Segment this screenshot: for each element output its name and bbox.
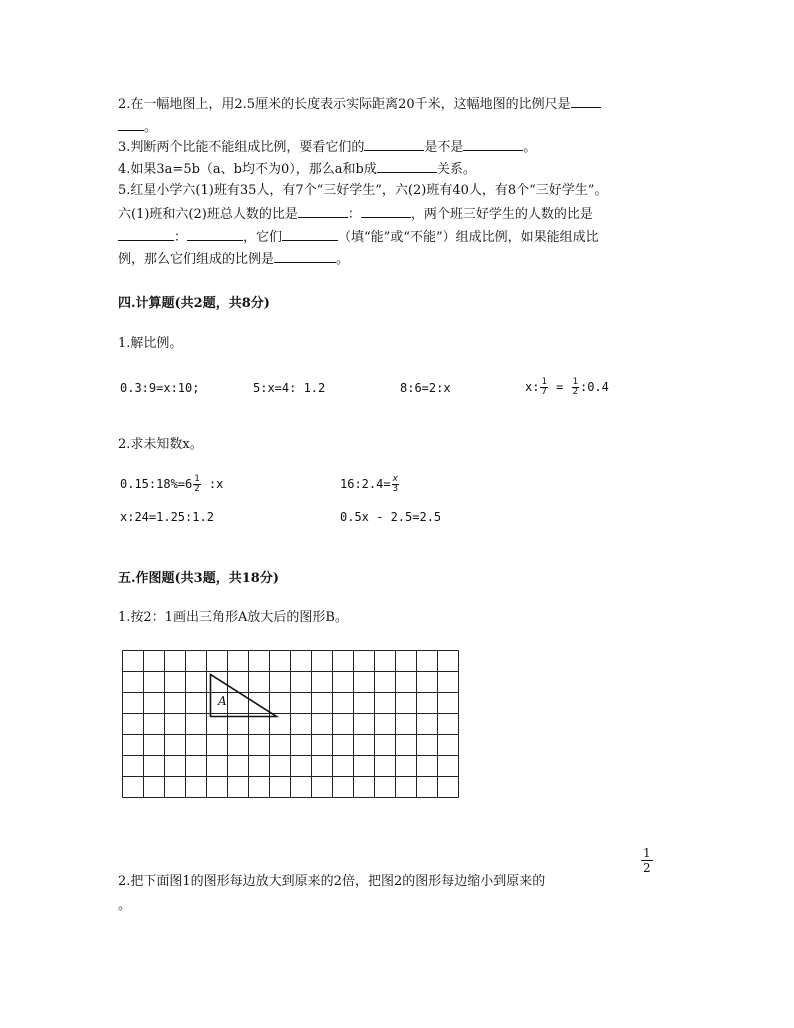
eq-text: 16:2.4= — [340, 477, 391, 491]
q3-item2-cont — [118, 118, 157, 136]
numerator: 1 — [643, 846, 651, 860]
answer-blank[interactable] — [377, 160, 437, 173]
s4-q2-eq3: x:24=1.25:1.2 — [120, 510, 214, 524]
q3-item5-line3-part1: ，它们 — [243, 230, 283, 245]
q3-item3 — [118, 138, 536, 156]
s4-q2-eq4: 0.5x - 2.5=2.5 — [340, 510, 442, 524]
numerator: 1 — [194, 474, 200, 484]
s4-q1-eq4 — [525, 377, 609, 397]
section4-title: 四.计算题(共2题，共8分) — [118, 296, 270, 311]
ratio-colon: ： — [347, 207, 361, 222]
q3-item5-line4 — [118, 250, 349, 268]
eq-text: :x — [201, 477, 224, 491]
denominator: 2 — [643, 861, 651, 875]
eq-text: 0.15:18%=6 — [120, 477, 193, 491]
s4-q2-label: 2.求未知数x。 — [118, 437, 203, 452]
numerator: x — [392, 474, 398, 484]
q3-item4 — [118, 160, 476, 178]
denominator: 7 — [541, 387, 547, 397]
q3-item3-part1: 3.判断两个比能不能组成比例，要看它们的 — [118, 140, 365, 155]
q3-item4-part1: 4.如果3a=5b（a、b均不为0），那么a和b成 — [118, 162, 377, 177]
s4-q1-label: 1.解比例。 — [118, 336, 183, 351]
q3-item5-line1 — [118, 183, 607, 199]
q3-item5-line3 — [118, 228, 599, 246]
s4-q1-eq1: 0.3:9=x:10; — [120, 381, 200, 395]
answer-blank[interactable] — [463, 138, 523, 151]
ratio-colon: ： — [174, 230, 188, 245]
q3-item2-end: 。 — [144, 120, 158, 135]
q3-item5-line1-text: 5.红星小学六(1)班有35人，有7个“三好学生”，六(2)班有40人，有8个“三好学生”。 — [118, 183, 608, 198]
answer-blank[interactable] — [361, 205, 411, 218]
fraction — [193, 475, 200, 494]
q3-item5-line3-part2: （填“能”或“不能”）组成比例，如果能组成比 — [338, 230, 599, 245]
q3-item3-end: 。 — [523, 140, 537, 155]
q3-item5-line2 — [118, 205, 593, 223]
denominator: 2 — [194, 484, 200, 494]
s5-q2-text: 2.把下面图1的图形每边放大到原来的2倍，把图2的图形每边缩小到原来的 — [118, 874, 546, 889]
denominator: 3 — [392, 484, 398, 494]
q3-item2 — [118, 95, 601, 113]
fraction — [392, 475, 399, 494]
s4-q1-eq2: 5:x=4: 1.2 — [253, 381, 326, 395]
answer-blank[interactable] — [364, 138, 424, 151]
answer-blank[interactable] — [118, 118, 144, 131]
answer-blank[interactable] — [571, 95, 601, 108]
numerator: 1 — [541, 377, 547, 387]
q3-item2-text: 2.在一幅地图上，用2.5厘米的长度表示实际距离20千米，这幅地图的比例尺是 — [118, 97, 571, 112]
q3-item5-line2-part2: ，两个班三好学生的人数的比是 — [410, 207, 593, 222]
s5-q2-end: 。 — [118, 898, 132, 913]
section5-title: 五.作图题(共3题，共18分) — [118, 571, 279, 586]
s4-q2-eq2 — [340, 474, 400, 494]
q3-item5-line2-part1: 六(1)班和六(2)班总人数的比是 — [118, 207, 298, 222]
triangle-a-label: A — [218, 694, 227, 708]
s4-q1-eq3: 8:6=2:x — [400, 381, 451, 395]
eq-text: :0.4 — [579, 380, 609, 394]
s5-q1-label: 1.按2：1画出三角形A放大后的图形B。 — [118, 610, 348, 625]
q3-item3-part2: 是不是 — [424, 140, 464, 155]
answer-blank[interactable] — [298, 205, 348, 218]
q3-item4-end: 关系。 — [436, 162, 476, 177]
answer-blank[interactable] — [118, 228, 174, 241]
eq-text: x: — [525, 380, 540, 394]
half-fraction — [641, 846, 653, 875]
q3-item5-end: 。 — [336, 252, 350, 267]
fraction — [572, 378, 579, 397]
answer-blank[interactable] — [187, 228, 243, 241]
s4-q2-eq1 — [120, 474, 223, 494]
q3-item5-line4-part1: 例，那么它们组成的比例是 — [118, 252, 275, 267]
grid-lines — [123, 651, 459, 798]
eq-text: = — [548, 380, 571, 394]
drawing-grid[interactable] — [122, 650, 478, 800]
denominator: 2 — [572, 387, 578, 397]
answer-blank[interactable] — [274, 250, 336, 263]
fraction — [540, 378, 547, 397]
numerator: 1 — [572, 377, 578, 387]
answer-blank[interactable] — [282, 228, 338, 241]
